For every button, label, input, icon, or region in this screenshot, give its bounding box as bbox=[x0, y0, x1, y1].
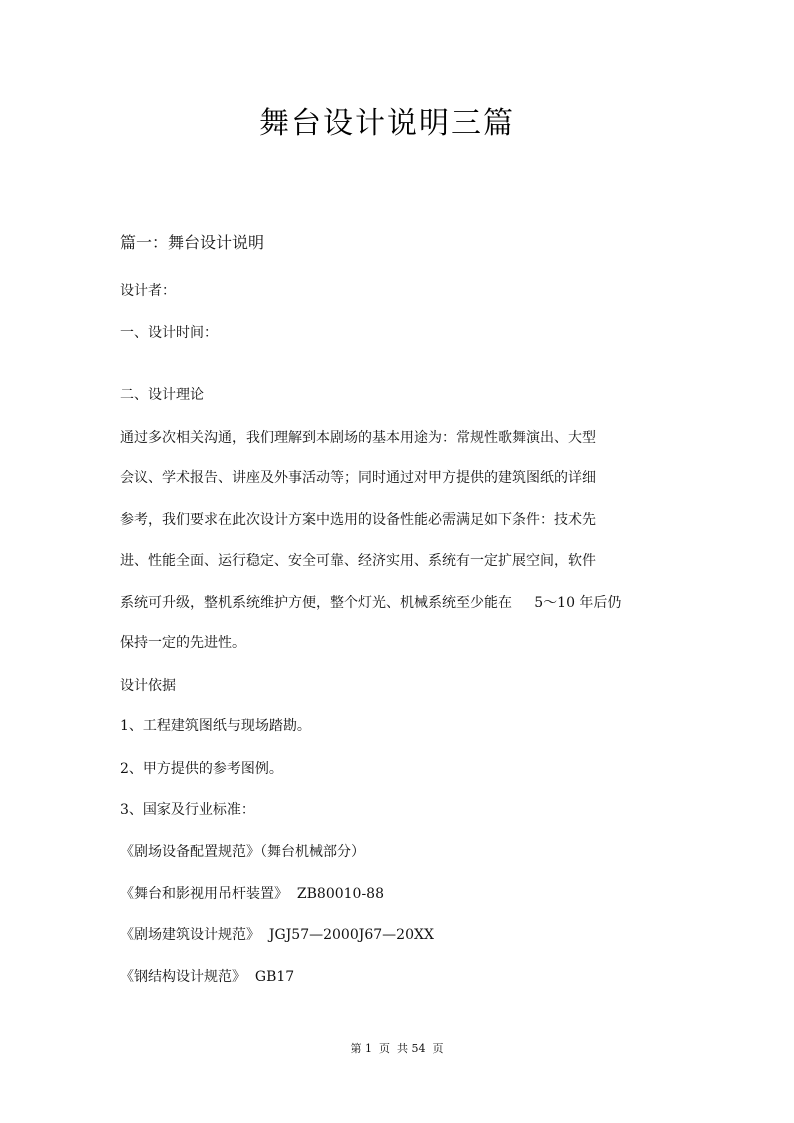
basis-item: 1、工程建筑图纸与现场踏勘。 bbox=[120, 718, 311, 734]
paragraph-line: 参考，我们要求在此次设计方案中选用的设备性能必需满足如下条件：技术先 bbox=[120, 512, 596, 528]
standard-item: 《剧场设备配置规范》（舞台机械部分） bbox=[120, 844, 365, 860]
designer-line: 设计者： bbox=[120, 283, 176, 299]
standard-item: 《舞台和影视用吊杆装置》 ZB80010-88 bbox=[120, 886, 384, 902]
paragraph-line: 通过多次相关沟通，我们理解到本剧场的基本用途为：常规性歌舞演出、大型 bbox=[120, 430, 596, 446]
design-theory-heading: 二、设计理论 bbox=[120, 387, 204, 403]
paragraph-line: 系统可升级，整机系统维护方便，整个灯光、机械系统至少能在 5～10 年后仍 bbox=[120, 595, 622, 611]
document-title: 舞台设计说明三篇 bbox=[259, 106, 515, 141]
paragraph-line: 会议、学术报告、讲座及外事活动等；同时通过对甲方提供的建筑图纸的详细 bbox=[120, 470, 596, 486]
standard-item: 《钢结构设计规范》 GB17 bbox=[120, 969, 295, 985]
design-basis-heading: 设计依据 bbox=[120, 678, 176, 694]
paragraph-line: 保持一定的先进性。 bbox=[120, 635, 246, 651]
section-heading: 篇一：舞台设计说明 bbox=[120, 233, 265, 252]
design-time-line: 一、设计时间： bbox=[120, 325, 218, 341]
standard-item: 《剧场建筑设计规范》 JGJ57—2000J67—20XX bbox=[120, 927, 434, 943]
basis-item: 2、甲方提供的参考图例。 bbox=[120, 761, 283, 777]
page-number-footer: 第 1 页 共 54 页 bbox=[350, 1042, 444, 1055]
basis-item: 3、国家及行业标准： bbox=[120, 802, 255, 818]
paragraph-line: 进、性能全面、运行稳定、安全可靠、经济实用、系统有一定扩展空间，软件 bbox=[120, 553, 596, 569]
